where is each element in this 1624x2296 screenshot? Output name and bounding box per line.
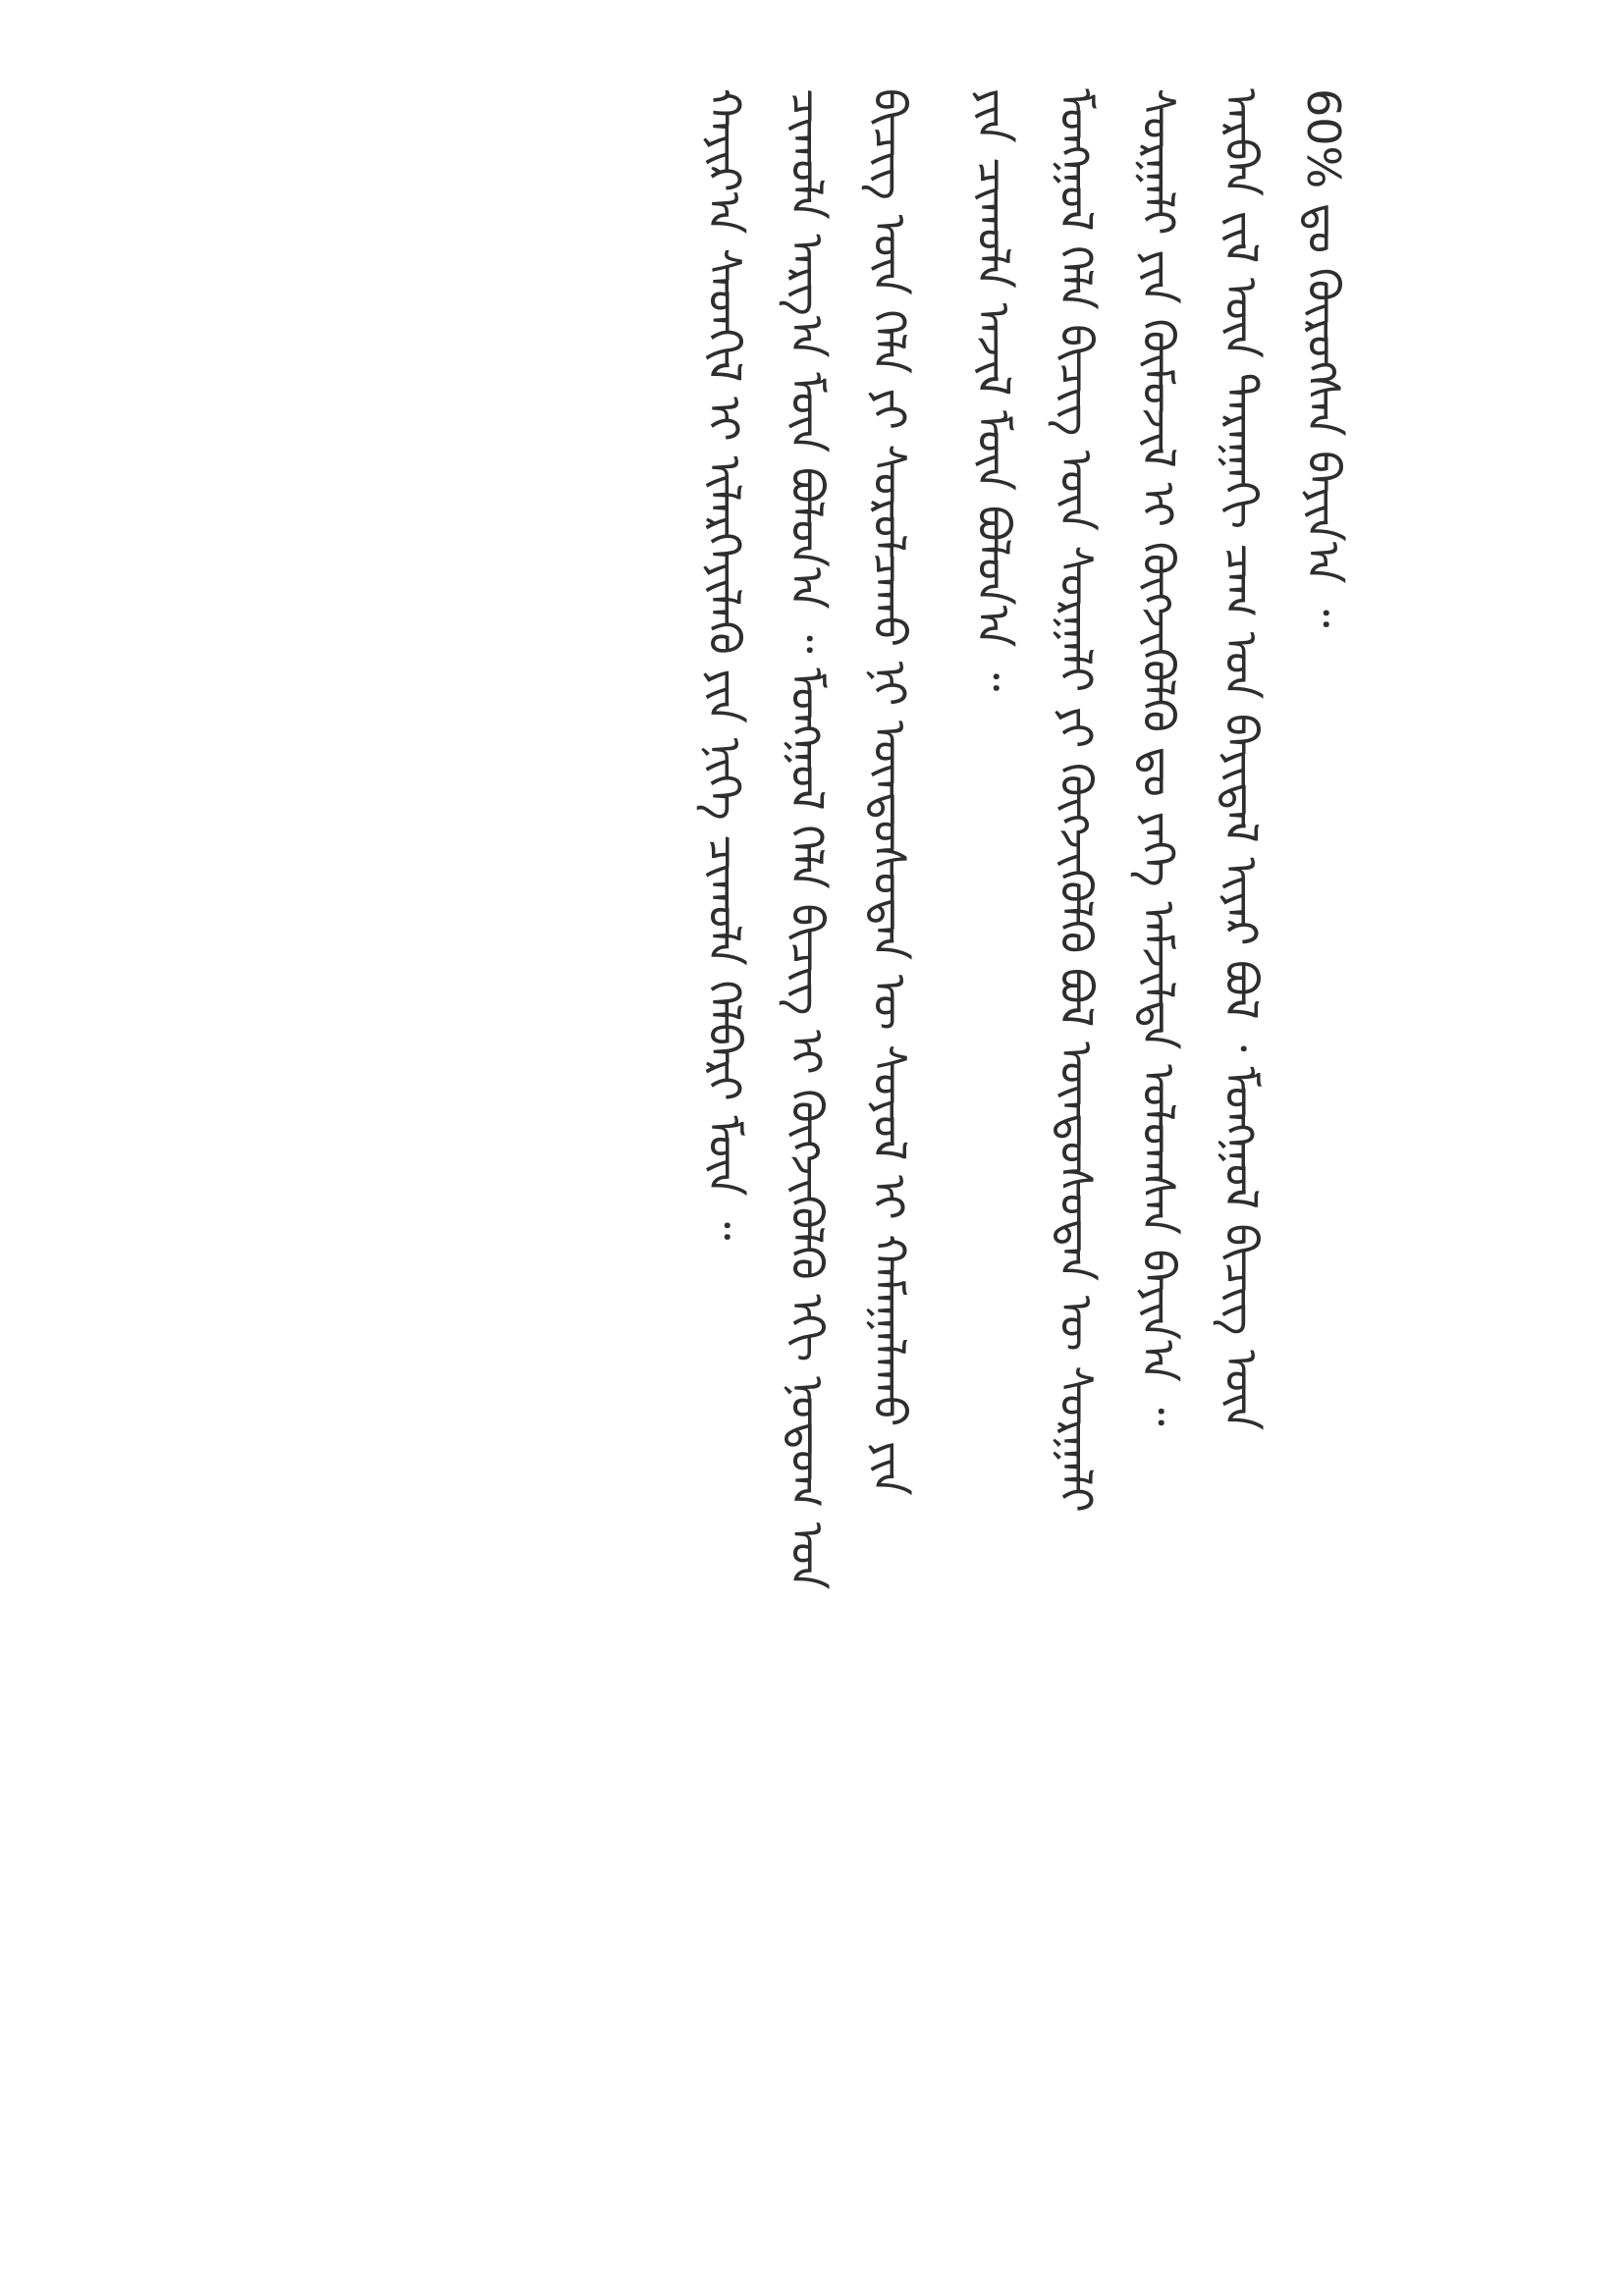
paragraph-2 — [683, 88, 931, 2277]
text-line: ᠠᠷᠪᠠᠨ ᠵᠢᠯ ᠦᠨ ᠳᠠᠷᠠᠭᠠᠬᠢ ᠴᠠᠭ ᠤᠨ ᠪᠠᠶᠢᠳᠠᠯ ᠢᠶᠠᠷ ᠪᠣᠯ ᠂ ᠮᠣᠩᠭᠣᠯ ᠪᠢᠴᠢᠭ ᠦᠨ — [1215, 88, 1268, 1431]
text-line: ᠶᠢᠨ ᠴᠢᠬᠤᠯᠠ ᠠᠵᠢᠯ ᠮᠥᠨ ᠪᠣᠯᠤᠨ᠎ᠠ ᠃ — [967, 88, 1020, 692]
text-line: 60% ᠳᠤ ᠬᠦᠷᠦᠭᠰᠡᠨ ᠪᠠᠶᠢᠨ᠎ᠠ ᠃ — [1297, 88, 1350, 628]
text-line: ᠰᠤᠷᠭᠠᠯᠢ ᠶᠢᠨ ᠬᠦᠮᠦᠵᠢᠯ ᠢ ᠬᠥᠭᠵᠢᠭᠦᠯᠬᠦ ᠳᠤ ᠶᠡᠬᠡ ᠠᠮᠵᠢᠯᠲᠠ ᠣᠯᠤᠭᠰᠠᠨ ᠪᠠᠶᠢᠨ᠎ᠠ ᠃ — [1132, 88, 1185, 1426]
rotated-text-block — [683, 88, 1365, 2277]
paragraph-1 — [952, 88, 1365, 2277]
text-line: ᠴᠢᠬᠤᠯᠠ ᠠᠷᠭ᠎ᠠ ᠮᠥᠨ ᠪᠣᠯᠤᠨ᠎ᠠ ᠃ ᠮᠣᠩᠭᠣᠯ ᠬᠡᠯᠡ ᠪᠢᠴᠢᠭ ᠢ ᠬᠥᠭᠵᠢᠭᠦᠯᠬᠦ ᠡᠬᠢ ᠨᠤᠲᠤᠭ ᠤᠨ — [781, 88, 834, 1590]
text-line: ᠮᠣᠩᠭᠣᠯ ᠬᠡᠯᠡ ᠪᠢᠴᠢᠭ ᠦᠨ ᠰᠤᠷᠭᠠᠯᠢ ᠶᠢ ᠬᠥᠭᠵᠢᠭᠦᠯᠬᠦ ᠪᠣᠯ ᠦᠨᠳᠦᠰᠦᠲᠡᠨ ᠦ ᠰᠤᠷᠭᠠᠯᠢ — [1050, 88, 1103, 1513]
text-line: ᠪᠢᠴᠢᠭ ᠦᠨ ᠬᠡᠯᠡ ᠶᠢ ᠰᠤᠷᠤᠯᠴᠠᠬᠤ ᠨᠢ ᠦᠨᠳᠦᠰᠦᠲᠡᠨ ᠦ ᠰᠣᠶᠣᠯ ᠢ ᠬᠠᠮᠠᠭᠠᠯᠠᠬᠤ ᠶᠢᠨ — [863, 88, 916, 1496]
text-line: ᠬᠠᠶᠢᠷ᠎ᠠ ᠰᠡᠳᠬᠢᠯ ᠢ ᠢᠯᠡᠷᠬᠡᠶᠢᠯᠡᠬᠦ ᠶᠢᠨ ᠨᠢᠭᠡ ᠴᠢᠬᠤᠯᠠ ᠬᠡᠯᠪᠡᠷᠢ ᠮᠥᠨ ᠃ — [698, 88, 751, 1241]
